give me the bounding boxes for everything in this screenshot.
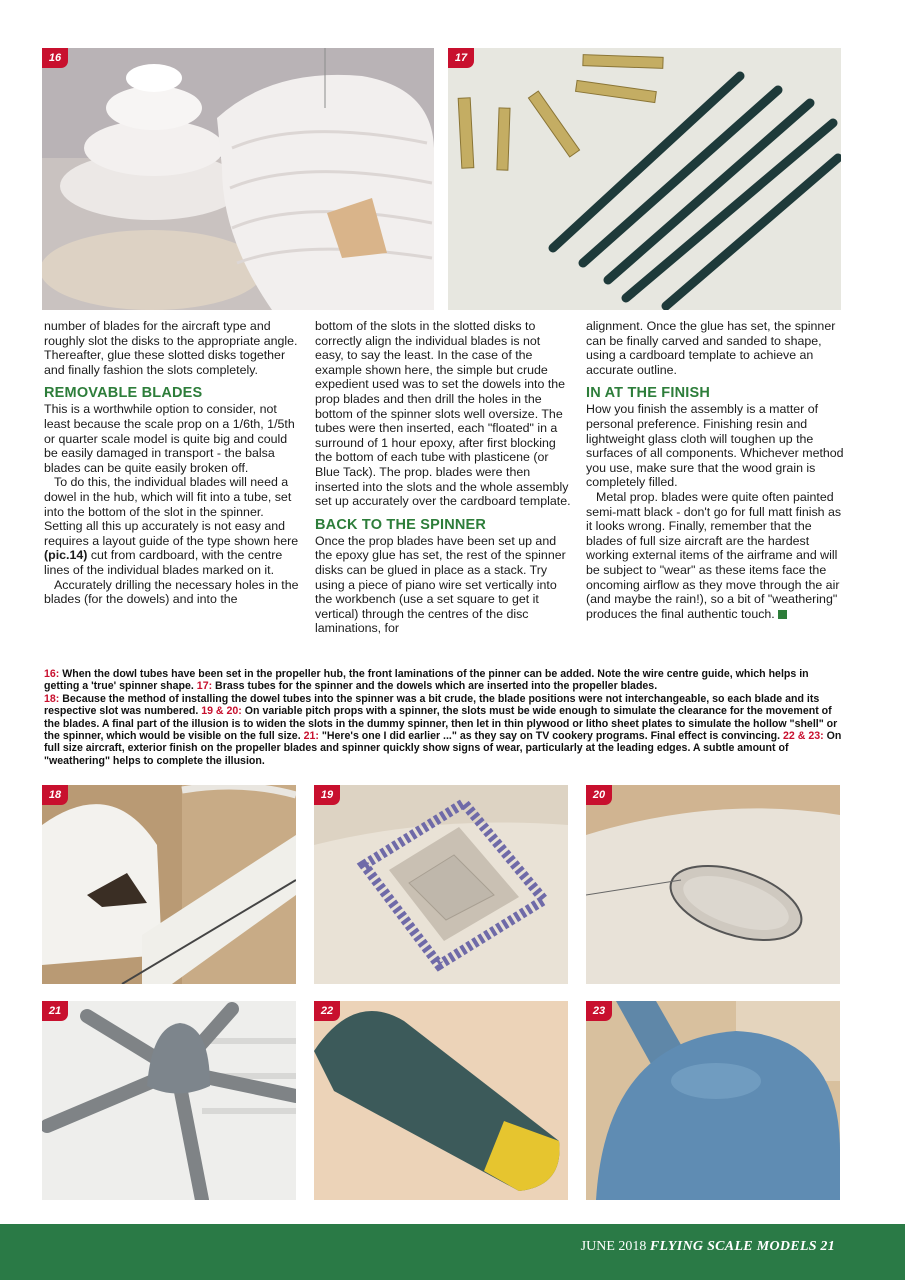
photo-23-image <box>586 1001 840 1200</box>
caption-text: Because the method of installing the dowel tubes into the spinner was a bit crude, the blade positions were not interchangeable, so each blade and its respective slot was numbered. <box>44 692 820 718</box>
end-mark-icon <box>778 610 787 619</box>
text-column-2 <box>315 319 571 636</box>
photo-22 <box>314 1001 568 1200</box>
footer-text <box>581 1239 835 1255</box>
caption-text: When the dowl tubes have been set in the propeller hub, the front laminations of the pinner can be added. Note the wire centre guide, which helps in getting a 'true' spinner shape. <box>44 668 809 693</box>
caption-number: 22 & 23: <box>783 730 824 743</box>
caption-number: 18: <box>44 692 60 705</box>
page-number: 21 <box>820 1239 835 1254</box>
photo-number-badge: 17 <box>448 48 474 68</box>
photo-captions <box>44 668 844 767</box>
photo-23 <box>586 1001 840 1200</box>
issue-date: JUNE 2018 <box>580 1239 647 1254</box>
text-column-3 <box>586 319 844 621</box>
section-heading-in-at-the-finish: IN AT THE FINISH <box>586 385 711 402</box>
photo-18-image <box>42 785 296 984</box>
section-heading-back-to-the-spinner: BACK TO THE SPINNER <box>315 516 487 533</box>
photo-18 <box>42 785 296 984</box>
photo-22-image <box>314 1001 568 1200</box>
photo-20-image <box>586 785 840 984</box>
paragraph <box>44 475 300 577</box>
photo-number-badge: 19 <box>314 785 340 805</box>
paragraph-text: To do this, the individual blades will need a dowel in the hub, which will fit into a tube, set into the bottom of the slot in the spinner. Setting all this up accurately is not easy and requires a layout guide of the type shown here <box>44 475 299 548</box>
paragraph-text: cut from cardboard, with the centre lines of the individual blades marked on it. <box>44 548 283 577</box>
photo-21-image <box>42 1001 296 1200</box>
photo-number-badge: 18 <box>42 785 68 805</box>
caption-text: On full size aircraft, exterior finish on the propeller blades and spinner quickly show signs of wear, particularly at the leading edges. A subtle amount of "weathering" helps to complete the illusion. <box>44 730 842 767</box>
paragraph <box>586 490 844 621</box>
photo-number-badge: 20 <box>586 785 612 805</box>
paragraph-text: Metal prop. blades were quite often painted semi-matt black - don't go for full matt finish as it looks wrong. Finally, remember that the blades of full size aircraft are the hardest working external items of the airframe and will be subject to "wear" as these items face the oncoming airflow as they move through the air (and maybe the rain!), so a bit of "weathering" produces the final authentic touch. <box>586 489 842 621</box>
paragraph: Accurately drilling the necessary holes in the blades (for the dowels) and into the <box>44 577 299 607</box>
paragraph: alignment. Once the glue has set, the spinner can be finally carved and sanded to shape, using a cardboard template to achieve an accurate outline. <box>586 319 836 377</box>
photo-17 <box>448 48 841 310</box>
caption-number: 19 & 20: <box>201 705 242 718</box>
photo-21 <box>42 1001 296 1200</box>
photo-number-badge: 16 <box>42 48 68 68</box>
caption-text: On variable pitch props with a spinner, the slots must be wide enough to simulate the clearance for the movement of the blades. A final part of the illusion is to widen the slots in the dummy spinner, then let in thin plywood or litho sheet plates to simulate the hollow "shell" or the spinner, which would be visible on the full size. <box>44 705 838 743</box>
photo-20 <box>586 785 840 984</box>
caption-number: 16: <box>44 668 60 680</box>
photo-number-badge: 22 <box>314 1001 340 1021</box>
paragraph: This is a worthwhile option to consider, not least because the scale prop on a 1/6th, 1/5th or quarter scale model is quite big and could be easily damaged in transport - the balsa blades can be quite easily broken off. <box>44 402 295 475</box>
photo-19 <box>314 785 568 984</box>
photo-19-image <box>314 785 568 984</box>
caption-number: 17: <box>196 680 213 693</box>
text-column-1 <box>44 319 300 607</box>
paragraph: How you finish the assembly is a matter of personal preference. Finishing resin and lightweight glass cloth will toughen up the surfaces of all components. Whichever method you use, make sure that the wood grain is completely filled. <box>586 402 844 490</box>
section-heading-removable-blades: REMOVABLE BLADES <box>44 385 203 402</box>
photo-number-badge: 23 <box>586 1001 612 1021</box>
caption-text: "Here's one I did earlier ..." as they say on TV cookery programs. Final effect is convincing. <box>318 730 784 743</box>
photo-16 <box>42 48 434 310</box>
paragraph: Once the prop blades have been set up and the epoxy glue has set, the rest of the spinner disks can be glued in place as a stack. Try using a piece of piano wire set vertically into the workbench (use a set square to get it vertical) through the centres of the disc laminations, for <box>315 533 566 636</box>
photo-17-image <box>448 48 841 310</box>
caption-text: Brass tubes for the spinner and the dowels which are inserted into the propeller blades. <box>212 680 658 693</box>
magazine-title: FLYING SCALE MODELS <box>649 1239 817 1254</box>
paragraph: number of blades for the aircraft type and roughly slot the disks to the appropriate angle. Thereafter, glue these slotted disks together and finally fashion the slots completely. <box>44 319 298 377</box>
caption-number: 21: <box>303 730 319 743</box>
pic-reference: (pic.14) <box>44 548 88 563</box>
photo-number-badge: 21 <box>42 1001 68 1021</box>
photo-16-image <box>42 48 434 310</box>
paragraph: bottom of the slots in the slotted disks to correctly align the individual blades is not easy, to say the least. In the case of the example shown here, the simple but crude expedient used was to set the dowels into the prop blades and then drill the holes in the bottom of the spinner slots well oversize. The tubes were then inserted, each "floated" in a surround of 1 hour epoxy, after first blocking the bottom of each tube with plasticene (or Blue Tack). The prop. blades were then inserted into the slots and the whole assembly set up accurately over the cardboard template. <box>315 319 571 509</box>
page-footer <box>0 1224 905 1280</box>
